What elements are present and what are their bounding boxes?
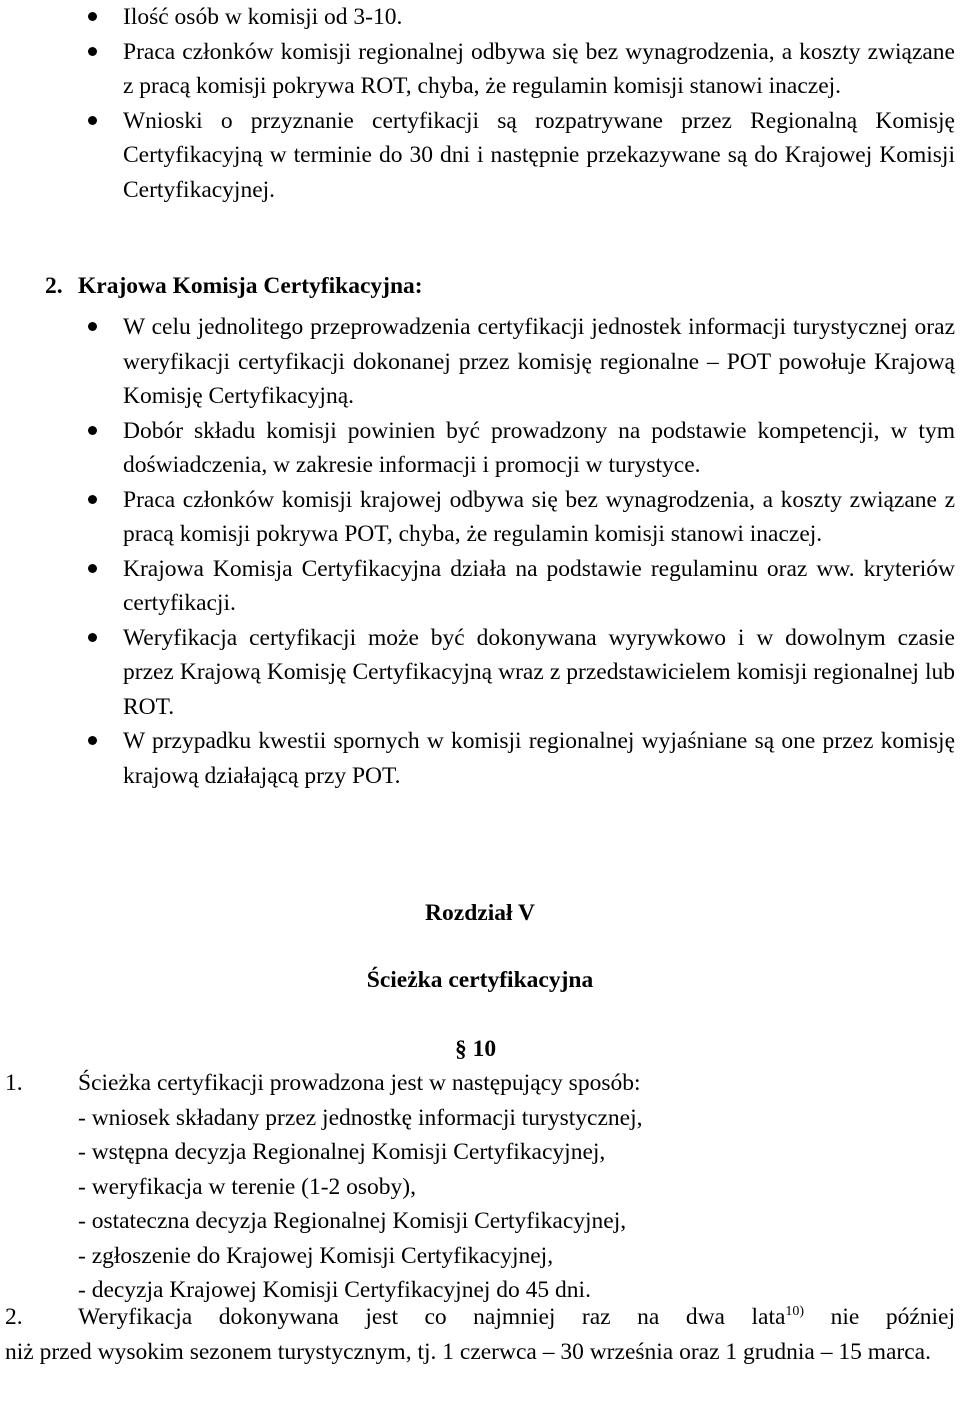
item-content bbox=[0, 1066, 960, 1308]
item-first-line bbox=[0, 1300, 960, 1335]
footnote-reference[interactable]: 10) bbox=[785, 1304, 805, 1319]
section-2-list bbox=[0, 310, 960, 793]
section-1-list bbox=[0, 0, 960, 207]
chapter-title: Rozdział V bbox=[425, 900, 535, 926]
item-number: 1. bbox=[5, 1070, 23, 1096]
list-item: Praca członków komisji regionalnej odbywa się bez wynagrodzenia, a koszty związane z pracą komisji pokrywa ROT, chyba, że regulamin komisji stanowi inaczej. bbox=[0, 35, 960, 104]
numbered-item-2 bbox=[0, 1300, 960, 1369]
bullet-list bbox=[0, 310, 960, 793]
section-number: 2. bbox=[45, 273, 63, 299]
step-line: - wstępna decyzja Regionalnej Komisji Certyfikacyjnej, bbox=[78, 1139, 606, 1165]
list-item: W celu jednolitego przeprowadzenia certyfikacji jednostek informacji turystycznej oraz weryfikacji certyfikacji dokonanej przez komisję regionalne – POT powołuje Krajową Komisję Certyfikacyjną. bbox=[0, 310, 960, 414]
step-line: - decyzja Krajowej Komisji Certyfikacyjnej do 45 dni. bbox=[78, 1277, 591, 1303]
list-item: W przypadku kwestii spornych w komisji regionalnej wyjaśniane są one przez komisję krajową działającą przy POT. bbox=[0, 724, 960, 793]
item-text: Weryfikacja dokonywana jest co najmniej raz na dwa lata bbox=[78, 1304, 786, 1330]
item-text-line1 bbox=[0, 1300, 960, 1335]
item-intro: Ścieżka certyfikacji prowadzona jest w następujący sposób: bbox=[78, 1070, 641, 1096]
paragraph-mark: § 10 bbox=[455, 1036, 497, 1062]
list-item: Wnioski o przyznanie certyfikacji są rozpatrywane przez Regionalną Komisję Certyfikacyjną w terminie do 30 dni i następnie przekazywane są do Krajowej Komisji Certyfikacyjnej. bbox=[0, 104, 960, 208]
step-line: - ostateczna decyzja Regionalnej Komisji Certyfikacyjnej, bbox=[78, 1208, 627, 1234]
list-item: Weryfikacja certyfikacji może być dokonywana wyrywkowo i w dowolnym czasie przez Krajową Komisję Certyfikacyjną wraz z przedstawicielem komisji regionalnej lub ROT. bbox=[0, 621, 960, 725]
item-text: nie później bbox=[804, 1304, 955, 1330]
step-line: - weryfikacja w terenie (1-2 osoby), bbox=[78, 1173, 416, 1200]
bullet-list bbox=[0, 0, 960, 207]
list-item: Dobór składu komisji powinien być prowadzony na podstawie kompetencji, w tym doświadczenia, w zakresie informacji i promocji w turystyce. bbox=[0, 414, 960, 483]
list-item: Ilość osób w komisji od 3-10. bbox=[0, 0, 960, 35]
step-line: - wniosek składany przez jednostkę informacji turystycznej, bbox=[78, 1104, 643, 1131]
list-item: Krajowa Komisja Certyfikacyjna działa na podstawie regulaminu oraz ww. kryteriów certyfikacji. bbox=[0, 552, 960, 621]
numbered-list bbox=[0, 1066, 960, 1308]
step-line: - zgłoszenie do Krajowej Komisji Certyfikacyjnej, bbox=[78, 1242, 554, 1269]
chapter-subtitle: Ścieżka certyfikacyjna bbox=[366, 967, 594, 993]
item-number: 2. bbox=[5, 1304, 23, 1330]
item-text-rest: niż przed wysokim sezonem turystycznym, tj. 1 czerwca – 30 września oraz 1 grudnia – 15 marca. bbox=[5, 1338, 931, 1365]
list-item: Praca członków komisji krajowej odbywa się bez wynagrodzenia, a koszty związane z pracą komisji pokrywa POT, chyba, że regulamin komisji stanowi inaczej. bbox=[0, 483, 960, 552]
section-2-heading bbox=[45, 269, 423, 304]
section-title: Krajowa Komisja Certyfikacyjna: bbox=[78, 273, 423, 299]
numbered-item-1 bbox=[0, 1066, 960, 1308]
